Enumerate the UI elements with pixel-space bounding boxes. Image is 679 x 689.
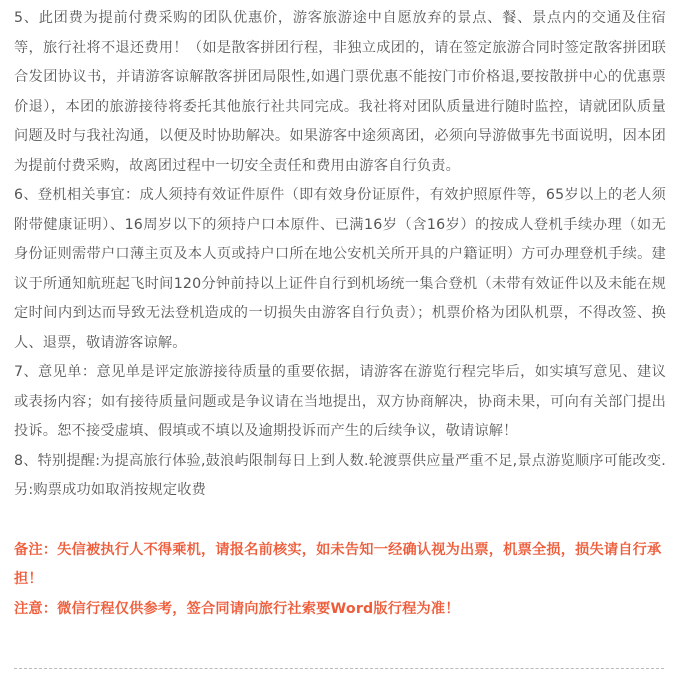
term-5-group-fee: 5、此团费为提前付费采购的团队优惠价，游客旅游途中自愿放弃的景点、餐、景点内的交通及住宿等，旅行社将不退还费用！（如是散客拼团行程，非独立成团的，请在签定旅游合同时签定散客拼团联合发团协议书，并请游客谅解散客拼团局限性,如遇门票优惠不能按门市价格退,要按散拼中心的优惠票价退），本团的旅游接待将委托其他旅行社共同完成。我社将对团队质量进行随时监控，请就团队质量问题及时与我社沟通，以便及时协助解决。如果游客中途须离团，必须向导游做事先书面说明，因本团为提前付费采购，故离团过程中一切安全责任和费用由游客自行负责。: [14, 10, 666, 174]
section-spacer: [14, 506, 666, 536]
term-7-feedback-form: 7、意见单：意见单是评定旅游接待质量的重要依据，请游客在游览行程完毕后，如实填写意见、建议或表扬内容；如有接待质量问题或是争议请在当地提出，双方协商解决，协商未果，可向有关部门提出投诉。恕不接受虚填、假填或不填以及逾期投诉而产生的后续争议，敬请谅解！: [14, 364, 666, 439]
term-8-special-reminder: 8、特别提醒:为提高旅行体验,鼓浪屿限制每日上到人数.轮渡票供应量严重不足,景点游览顺序可能改变.另:购票成功如取消按规定收费: [14, 452, 666, 498]
term-6-boarding: 6、登机相关事宜：成人须持有效证件原件（即有效身份证原件，有效护照原件等，65岁以上的老人须附带健康证明）、16周岁以下的须持户口本原件、已满16岁（含16岁）的按成人登机手续办理（如无身份证则需带户口薄主页及本人页或持户口所在地公安机关所开具的户籍证明）方可办理登机手续。建议于所通知航班起飞时间120分钟前持以上证件自行到机场统一集合登机（未带有效证件以及未能在规定时间内到达而导致无法登机造成的一切损失由游客自行负责）；机票价格为团队机票，不得改签、换人、退票，敬请游客谅解。: [14, 187, 666, 351]
dashed-divider: [14, 668, 664, 669]
itinerary-terms: [14, 4, 666, 624]
attention-note: 注意：微信行程仅供参考，签合同请向旅行社索要Word版行程为准！: [14, 600, 460, 617]
remark-note: 备注：失信被执行人不得乘机，请报名前核实，如未告知一经确认视为出票，机票全损，损失请自行承担！: [14, 541, 662, 587]
